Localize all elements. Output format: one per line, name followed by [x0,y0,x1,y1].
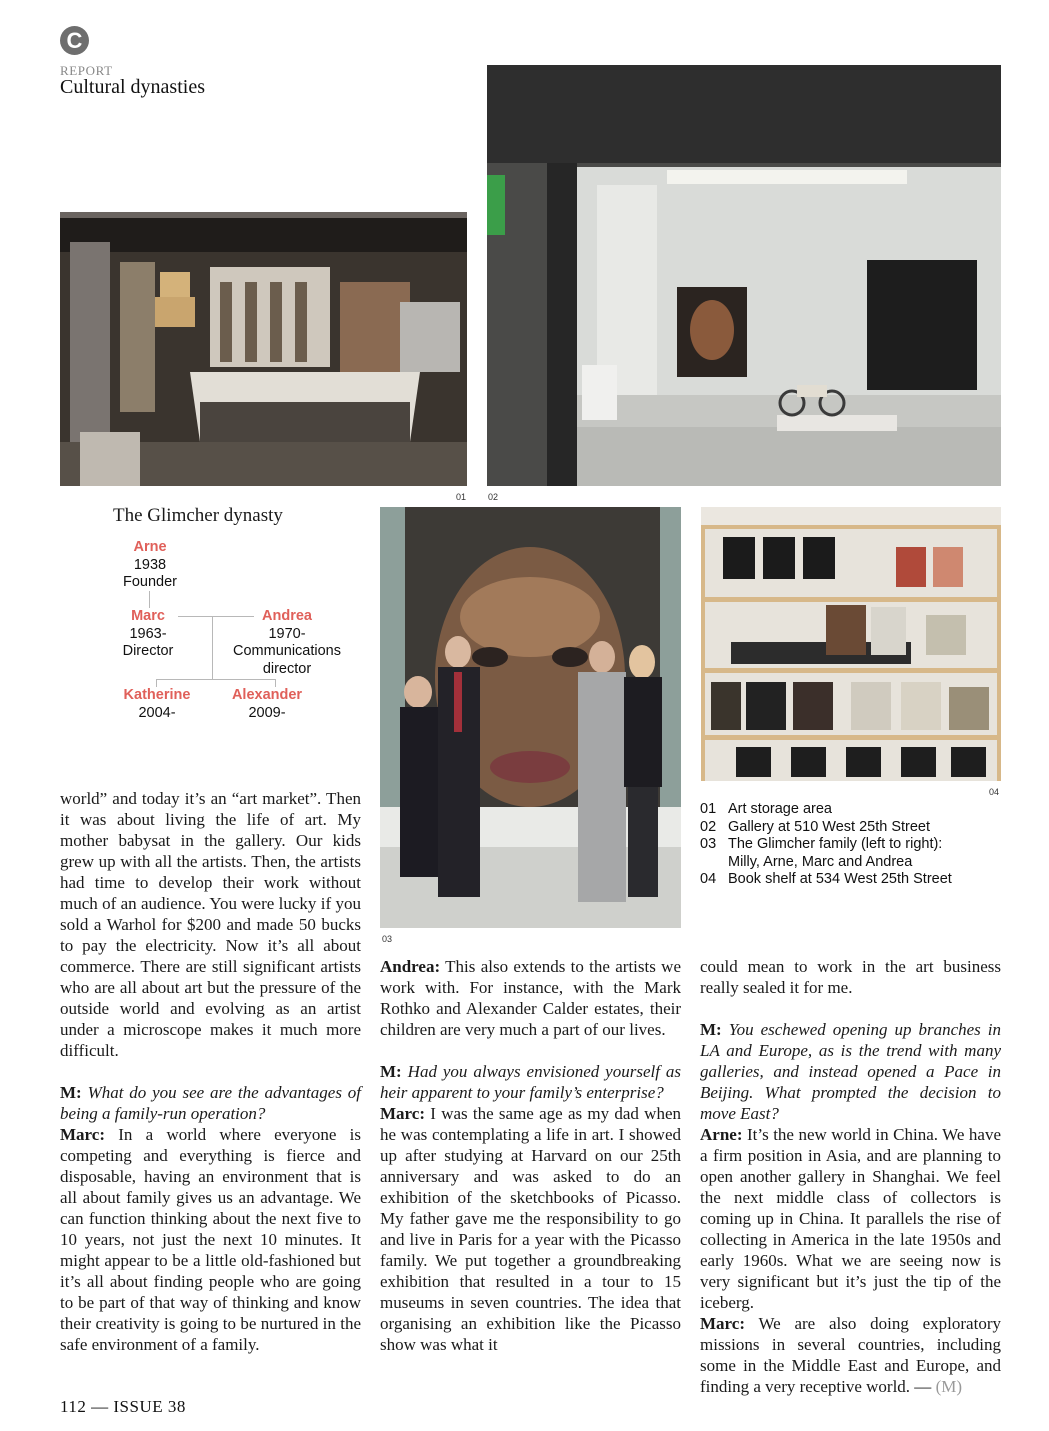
tree-node-katherine [112,687,202,722]
tree-connector [156,679,276,680]
caption-row: 01 Art storage area [700,801,832,817]
caption-row: Milly, Arne, Marc and Andrea [728,853,913,870]
magazine-logo: C [60,26,89,55]
question: M: What do you see are the advantages of being a family-run operation? [60,1083,362,1123]
answer: Marc: In a world where everyone is competing and everything is fierce and disposable, having an environment that is all about family gives us an advantage. We can function thinking about the next five to 10 years, not just the next 10 minutes. It might appear to be a little old-fashioned but it’s all about finding people who are going to be part of that way of thinking and know their creativity is going to be nurtured in the safe environment of a family. [60,1125,361,1354]
photo-gallery [487,65,1001,486]
family-tree-title: The Glimcher dynasty [113,505,283,526]
tree-role: Director [122,643,174,659]
section-label: REPORT [60,63,113,78]
photo-number: 04 [989,787,1000,797]
article-column-1 [60,788,361,1355]
tree-node-alexander [222,687,312,722]
tree-role: Communications [233,643,341,659]
tree-connector [156,679,157,687]
tree-year: 2004- [138,704,176,721]
answer: Marc: I was the same age as my dad when he was contemplating a life in art. I showed up after studying at Harvard on our 25th anniversary and was asked to do an exhibition of the sketchbooks of Picasso. My father gave me the responsibility to go and live in Paris for a year with the Picasso family. We put together a groundbreaking exhibition that resulted in a tour to 15 museums in seven countries. The idea that organising an exhibition like the Picasso show was what it [380,1104,682,1354]
question: M: You eschewed opening up branches in LA and Europe, as is the trend with many galleries, and instead opened a Pace in Beijing. What prompted the decision to move East? [700,1020,1001,1123]
tree-name: Alexander [231,687,303,703]
tree-name: Arne [133,539,167,555]
question: M: Had you always envisioned yourself as heir apparent to your family’s enterprise? [380,1062,682,1102]
end-mark: (M) [935,1377,963,1396]
caption-row: 04 Book shelf at 534 West 25th Street [700,871,952,887]
tree-name: Katherine [123,687,191,703]
tree-role: Founder [122,574,177,590]
page-title: Cultural dynasties [60,76,205,98]
answer: Marc: We are also doing exploratory missions in several countries, including some in the Middle East and Europe, and finding a very receptive world. — (M) [700,1314,1001,1396]
tree-connector [275,679,276,687]
photo-art-storage [60,212,467,486]
tree-node-andrea [224,608,350,678]
photo-number: 03 [382,934,393,944]
tree-node-arne [110,539,190,592]
paragraph: world” and today it’s an “art market”. Then it was about living the life of art. My mother babysat in the gallery. Our kids grew up with all the artists. Then, the artists had time to develop their work without much of an audience. You were lucky if you sold a Warhol for $200 and made 50 bucks to pay the electricity. Now it’s all about commerce. There are still significant artists who are all about art but the pressure of the outside world and evolving as an artist under a microscope makes it much more difficult. [60,789,361,1060]
photo-captions [700,801,952,889]
tree-year: 1938 [133,556,167,573]
tree-node-marc [108,608,188,661]
photo-number: 02 [488,492,499,502]
tree-connector [212,616,213,679]
caption-row: 02 Gallery at 510 West 25th Street [700,818,931,835]
paragraph: could mean to work in the art business really sealed it for me. [700,957,1001,997]
tree-connector [149,591,150,608]
answer: Andrea: This also extends to the artists we work with. For instance, with the Mark Rothko and Alexander Calder estates, their children are very much a part of our lives. [380,957,681,1039]
photo-bookshelf [701,507,1001,781]
tree-year: 1963- [129,625,167,642]
photo-number: 01 [456,492,467,502]
tree-year: 2009- [248,704,286,721]
tree-year: 1970- [268,625,306,642]
answer: Arne: It’s the new world in China. We have a firm position in Asia, and are planning to open another gallery in Shanghai. We feel the next middle class of collectors is coming up in China. It parallels the rise of collecting in America in the late 1950s and early 1960s. What we are seeing now is very significant but it’s just the tip of the iceberg. [700,1125,1001,1312]
article-column-2 [380,956,681,1355]
page-folio: 112 — ISSUE 38 [60,1397,186,1416]
caption-row: 03 The Glimcher family (left to right): [700,836,943,852]
tree-name: Marc [131,608,165,624]
tree-role: director [262,660,312,677]
article-column-3 [700,956,1001,1397]
tree-name: Andrea [262,608,312,624]
photo-family [380,507,681,928]
